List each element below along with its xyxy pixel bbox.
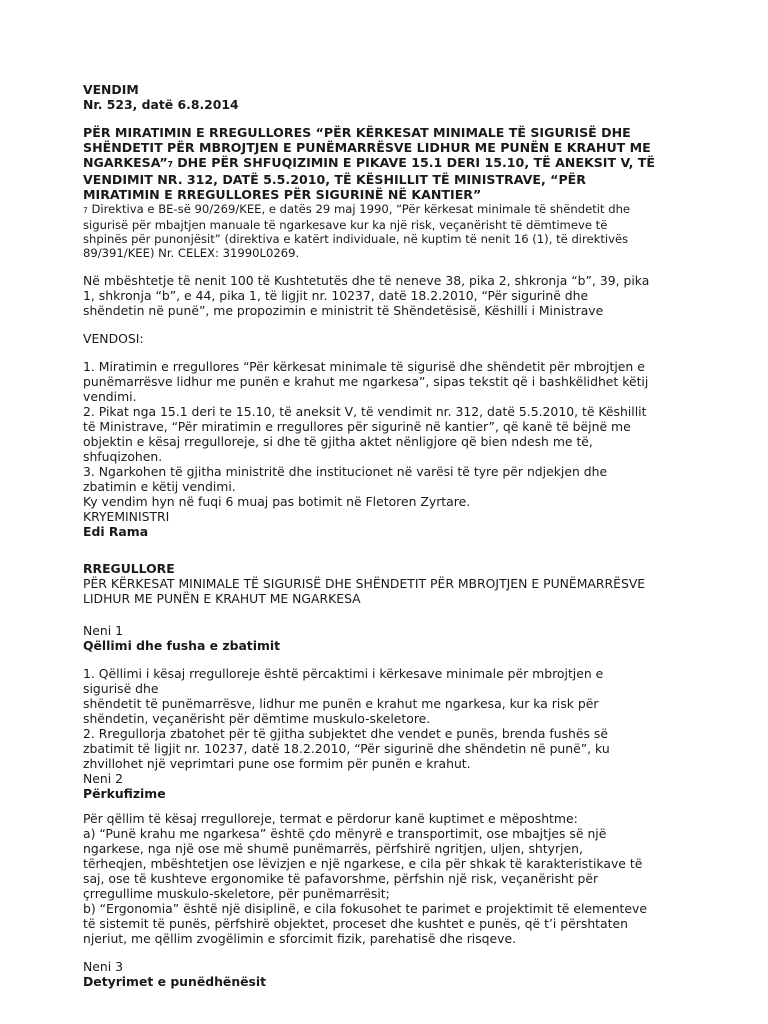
decision-number: Nr. 523, datë 6.8.2014	[83, 97, 239, 112]
footnote-line: sigurisë për mbajtjen manuale të ngarkesave kur ka një risk, veçanërisht të dëmtimeve të	[83, 218, 608, 232]
preamble-line: Në mbështetje të nenit 100 të Kushtetutës dhe të neneve 38, pika 2, shkronja “b”, 39, pika	[83, 273, 650, 288]
decision-point-line: të Ministrave, “Për miratimin e rregullores për sigurinë në kantier”, që kanë të bëjnë me	[83, 419, 631, 434]
signatory-role: KRYEMINISTRI	[83, 509, 170, 524]
decision-point-line: objektin e kësaj rregulloreje, si dhe të gjitha aktet nënligjore që bien ndesh me të,	[83, 434, 593, 449]
article-line: shëndetit të punëmarrësve, lidhur me punën e krahut me ngarkesa, kur ka risk për	[83, 696, 599, 711]
article-line: sigurisë dhe	[83, 681, 159, 696]
regulation-subtitle	[83, 576, 703, 606]
article-line: a) “Punë krahu me ngarkesa” është çdo mënyrë e transportimit, ose mbajtjes së një	[83, 826, 607, 841]
signatory-name: Edi Rama	[83, 524, 149, 539]
footnote-line	[83, 202, 703, 218]
decision-title-line: SHËNDETIT PËR MBROJTJEN E PUNËMARRËSVE LIDHUR ME PUNËN E KRAHUT ME	[83, 140, 651, 155]
article-line: shëndetin, veçanërisht për dëmtime muskulo-skeletore.	[83, 711, 431, 726]
footnote-line-text: Direktiva e BE-së 90/269/KEE, e datës 29 maj 1990, “Për kërkesat minimale të shëndetit dhe	[91, 202, 631, 216]
decision-point-line: punëmarrësve lidhur me punën e krahut me ngarkesa”, sipas tekstit që i bashkëlidhet këtij	[83, 374, 649, 389]
article-line: ngarkese, nga një ose më shumë punëmarrës, përfshirë ngritjen, uljen, shtyrjen,	[83, 841, 583, 856]
article-title: Qëllimi dhe fusha e zbatimit	[83, 638, 281, 653]
decision-point-line: Ky vendim hyn në fuqi 6 muaj pas botimit në Fletoren Zyrtare.	[83, 494, 471, 509]
article	[83, 959, 703, 989]
decision-point-line: 3. Ngarkohen të gjitha ministritë dhe institucionet në varësi të tyre për ndjekjen dhe	[83, 464, 608, 479]
article-line: 1. Qëllimi i kësaj rregulloreje është përcaktimi i kërkesave minimale për mbrojtjen e	[83, 666, 604, 681]
article-title: Detyrimet e punëdhënësit	[83, 974, 267, 989]
decision-title-line: VENDIMIT NR. 312, DATË 5.5.2010, TË KËSHILLIT TË MINISTRAVE, “PËR	[83, 172, 586, 187]
decision-point-line: 2. Pikat nga 15.1 deri te 15.10, të aneksit V, të vendimit nr. 312, datë 5.5.2010, të Këshillit	[83, 404, 647, 419]
article	[83, 623, 703, 771]
decision-points	[83, 359, 703, 509]
decision-title-line: PËR MIRATIMIN E RREGULLORES “PËR KËRKESAT MINIMALE TË SIGURISË DHE	[83, 125, 631, 140]
decision-title	[83, 125, 703, 202]
article-label: Neni 3	[83, 959, 124, 974]
decision-title-line: MIRATIMIN E RREGULLORES PËR SIGURINË NË KANTIER”	[83, 187, 482, 202]
preamble	[83, 273, 703, 318]
article-line: zhvillohet një veprimtari pune ose formim për punën e krahut.	[83, 756, 471, 771]
document-page	[83, 82, 703, 989]
decision-title-line-part: DHE PËR SHFUQIZIMIN E PIKAVE 15.1 DERI 15.10, TË ANEKSIT V, TË	[172, 155, 655, 170]
footnote-reference: 7	[167, 160, 173, 169]
decision-title-line-part: NGARKESA”	[83, 155, 168, 170]
decision-point-line: shfuqizohen.	[83, 449, 163, 464]
decides-label: VENDOSI:	[83, 331, 144, 346]
regulation-subtitle-line: LIDHUR ME PUNËN E KRAHUT ME NGARKESA	[83, 591, 361, 606]
article-line: b) “Ergonomia” është një disiplinë, e cila fokusohet te parimet e projektimit të elementeve	[83, 901, 647, 916]
decision-point-line: vendimi.	[83, 389, 137, 404]
article-line: njeriut, me qëllim zvogëlimin e sforcimit fizik, parehatisë dhe risqeve.	[83, 931, 517, 946]
footnote	[83, 202, 703, 260]
article-line: 2. Rregullorja zbatohet për të gjitha subjektet dhe vendet e punës, brenda fushës së	[83, 726, 609, 741]
regulation-heading: RREGULLORE	[83, 561, 175, 576]
preamble-line: shëndetin në punë”, me propozimin e ministrit të Shëndetësisë, Këshilli i Ministrave	[83, 303, 604, 318]
footnote-line: 89/391/KEE) Nr. CELEX: 31990L0269.	[83, 246, 300, 260]
article-line: çrregullime muskulo-skeletore, për punëmarrësit;	[83, 886, 390, 901]
article-label: Neni 2	[83, 771, 124, 786]
article	[83, 771, 703, 946]
decision-title-line	[83, 155, 703, 172]
footnote-mark: 7	[83, 206, 88, 215]
regulation-subtitle-line: PËR KËRKESAT MINIMALE TË SIGURISË DHE SHËNDETIT PËR MBROJTJEN E PUNËMARRËSVE	[83, 576, 646, 591]
decision-heading: VENDIM	[83, 82, 139, 97]
decision-point-line: zbatimin e këtij vendimi.	[83, 479, 236, 494]
article-line: tërheqjen, mbështetjen ose lëvizjen e një ngarkese, e cila për shkak të karakteristikave të	[83, 856, 643, 871]
article-line: të sistemit të punës, përfshirë objektet, proceset dhe kushtet e punës, që t’i përshtaten	[83, 916, 628, 931]
article-line: saj, ose të kushteve ergonomike të pafavorshme, përfshin një risk, veçanërisht për	[83, 871, 599, 886]
footnote-line: shpinës për punonjësit” (direktiva e katërt individuale, në kuptim të nenit 16 (1), të direktivës	[83, 232, 629, 246]
preamble-line: 1, shkronja “b”, e 44, pika 1, të ligjit nr. 10237, datë 18.2.2010, “Për sigurinë dhe	[83, 288, 589, 303]
article-label: Neni 1	[83, 623, 124, 638]
article-title: Përkufizime	[83, 786, 166, 801]
article-line: zbatimit të ligjit nr. 10237, datë 18.2.2010, “Për sigurinë dhe shëndetin në punë”, ku	[83, 741, 610, 756]
article-line: Për qëllim të kësaj rregulloreje, termat e përdorur kanë kuptimet e mëposhtme:	[83, 811, 578, 826]
decision-point-line: 1. Miratimin e rregullores “Për kërkesat minimale të sigurisë dhe shëndetit për mbrojtjen e	[83, 359, 645, 374]
